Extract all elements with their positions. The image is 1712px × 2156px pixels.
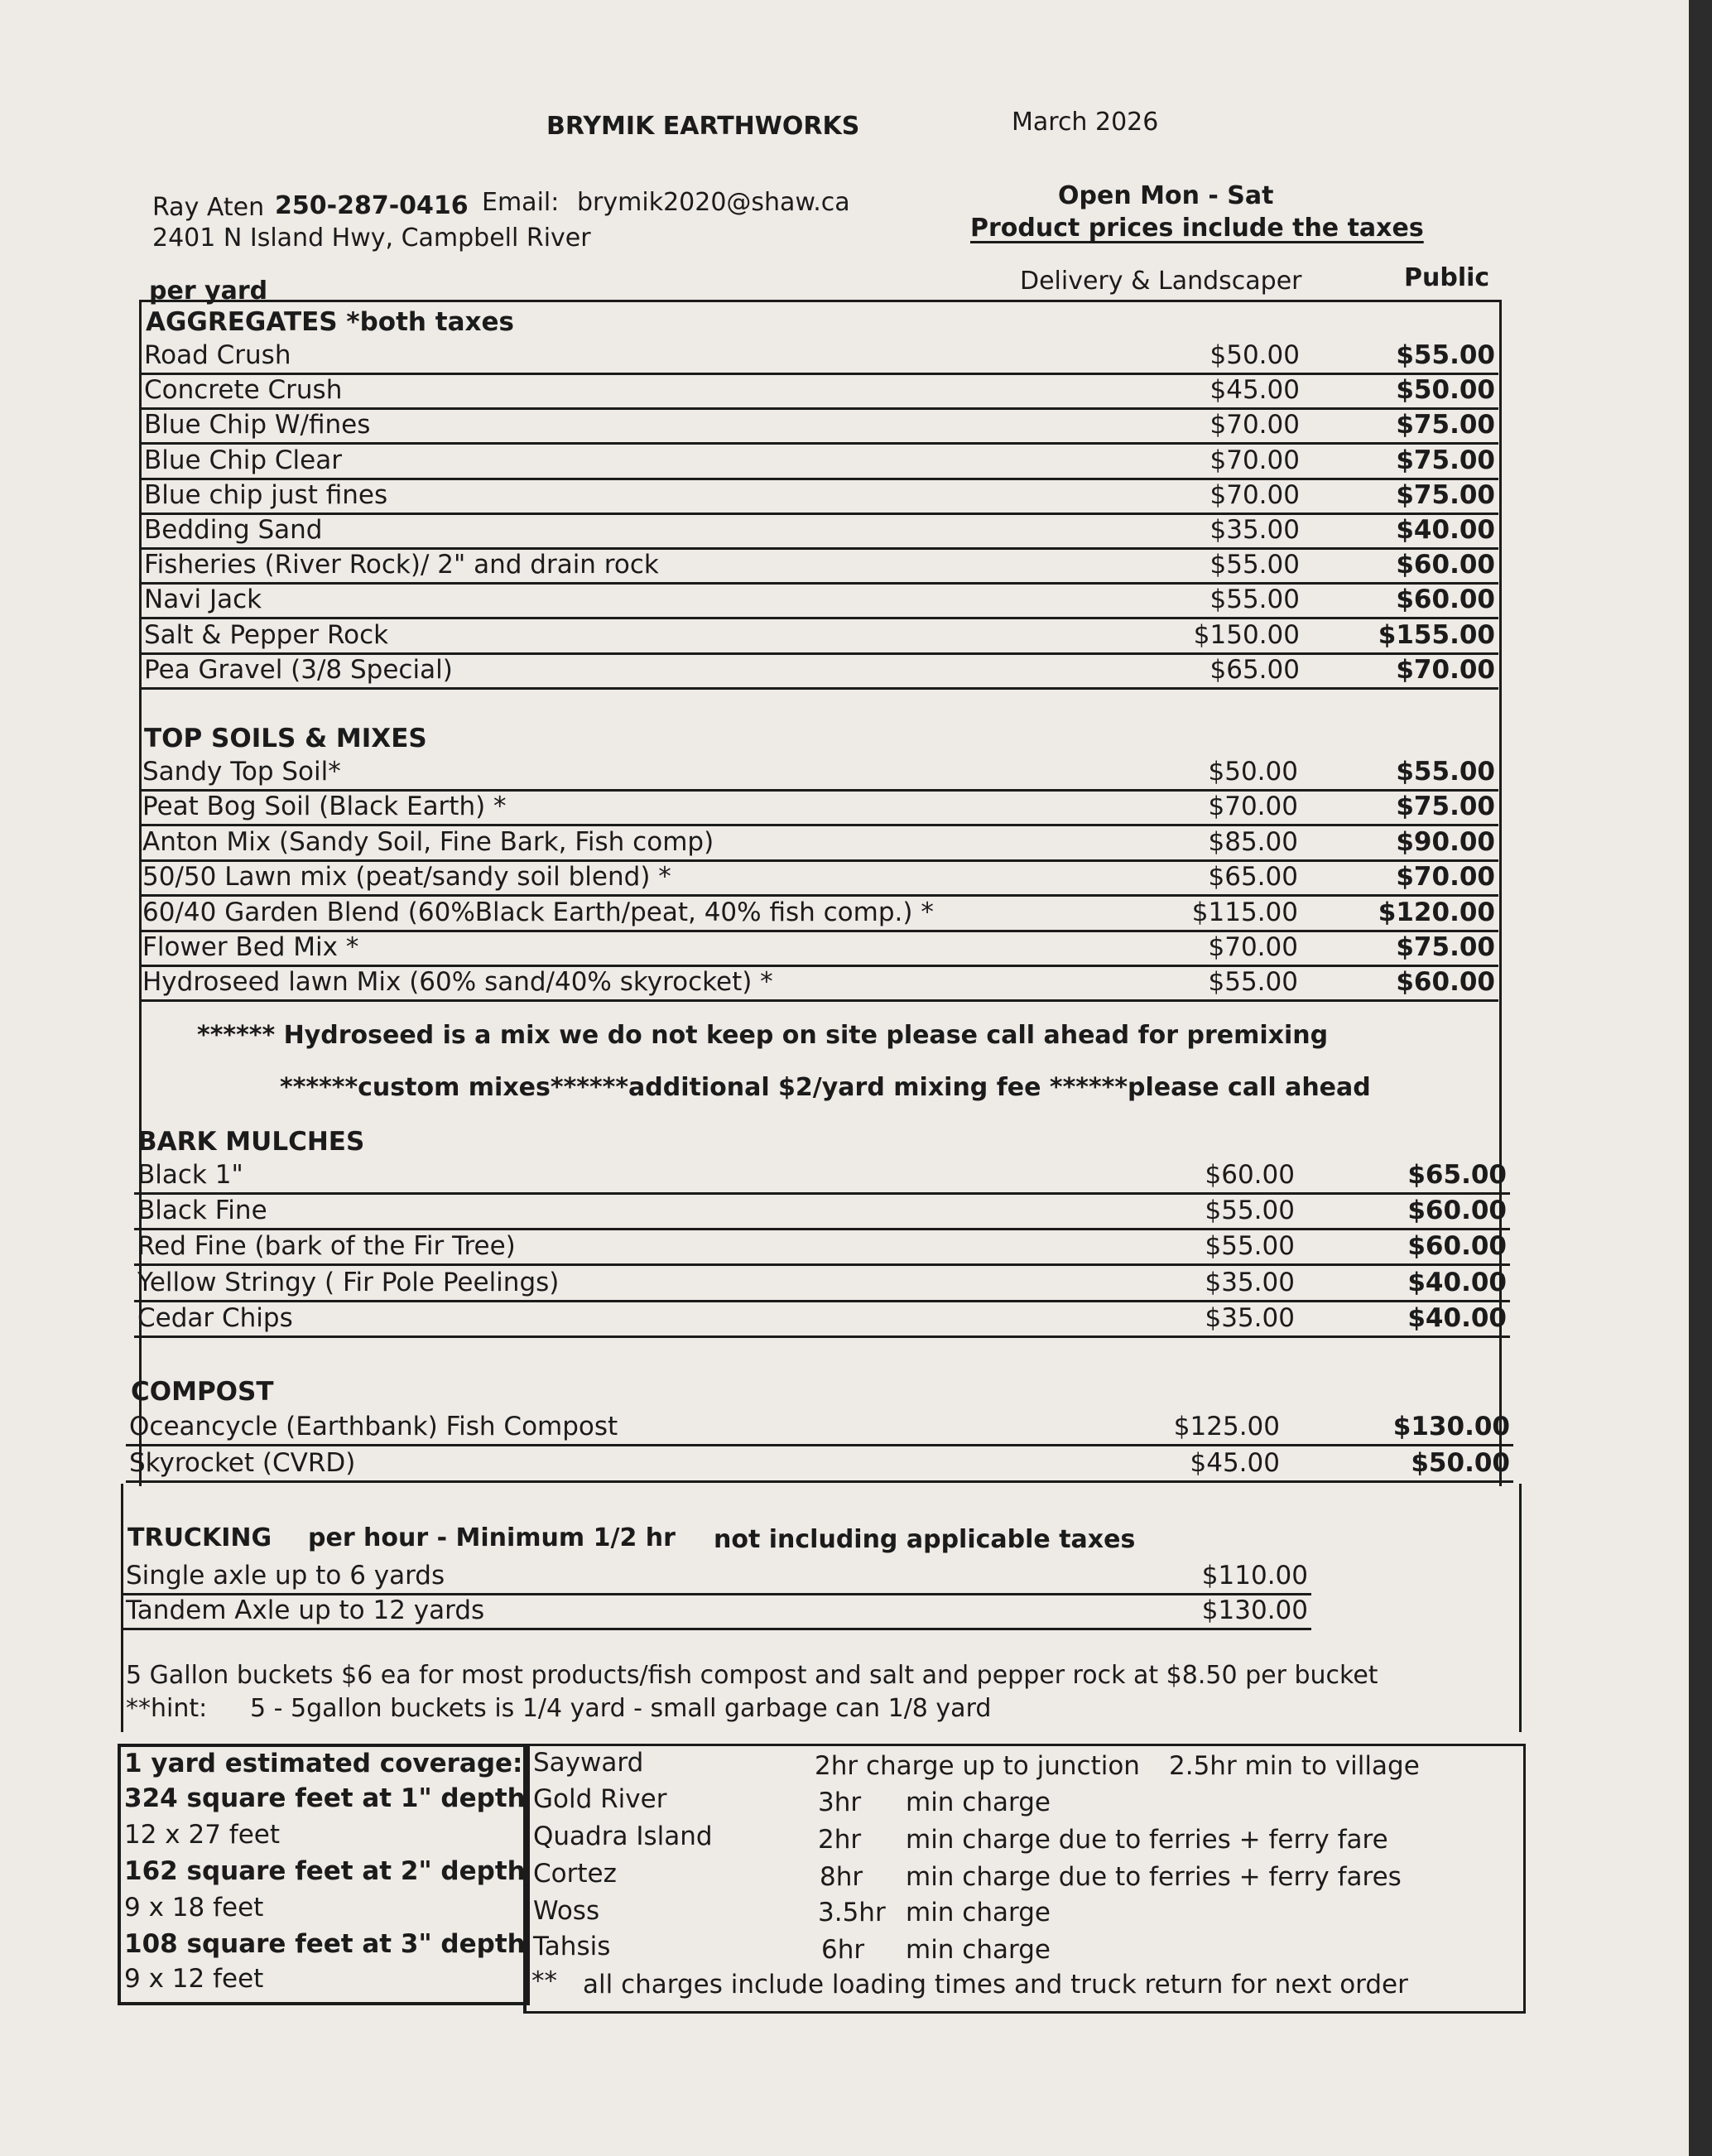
delivery-price: $35.00 [1205, 1302, 1295, 1333]
footer-mark: ** [531, 1966, 557, 1996]
destination-hours: 6hr [821, 1935, 865, 1965]
public-price: $40.00 [1407, 1302, 1507, 1333]
trucking-heading: TRUCKING [127, 1523, 272, 1552]
truck-rate: $110.00 [1201, 1561, 1308, 1591]
custom-mix-note: ******custom mixes******additional $2/yard mixing fee ******please call ahead [280, 1073, 1371, 1102]
price-row [139, 895, 1498, 932]
delivery-price: $45.00 [1190, 1448, 1280, 1478]
public-price: $120.00 [1378, 897, 1495, 927]
product-name: Hydroseed lawn Mix (60% sand/40% skyrocket) * [142, 967, 773, 998]
tax-note: Product prices include the taxes [970, 214, 1424, 243]
product-name: Cedar Chips [137, 1302, 293, 1333]
delivery-price: $50.00 [1208, 757, 1298, 787]
coverage-line: 9 x 18 feet [124, 1893, 264, 1923]
destination-note: min charge due to ferries + ferry fares [906, 1862, 1402, 1892]
public-price: $60.00 [1407, 1196, 1507, 1226]
destination-place: Woss [533, 1896, 600, 1926]
public-price: $60.00 [1396, 967, 1495, 998]
product-name: Bedding Sand [144, 515, 323, 545]
price-row [141, 618, 1498, 655]
coverage-line: 9 x 12 feet [124, 1964, 264, 1994]
public-price: $130.00 [1392, 1412, 1510, 1441]
delivery-price: $50.00 [1209, 340, 1300, 370]
product-name: Blue Chip Clear [144, 445, 342, 475]
destination-hours: 3.5hr [818, 1898, 886, 1927]
charges-footer-note: all charges include loading times and truck return for next order [583, 1970, 1408, 2000]
product-name: 60/40 Garden Blend (60%Black Earth/peat, 40% fish comp.) * [142, 897, 934, 927]
truck-type: Tandem Axle up to 12 yards [126, 1595, 485, 1625]
product-name: Peat Bog Soil (Black Earth) * [142, 792, 507, 822]
delivery-price: $115.00 [1191, 897, 1298, 927]
public-column-header: Public [1404, 263, 1490, 292]
public-price: $90.00 [1396, 826, 1495, 857]
delivery-price: $70.00 [1209, 479, 1300, 510]
product-name: Oceancycle (Earthbank) Fish Compost [129, 1412, 618, 1441]
price-row [134, 1265, 1510, 1302]
phone-number: 250-287-0416 [275, 191, 469, 220]
hint-label: **hint: [126, 1694, 208, 1723]
public-price: $75.00 [1396, 479, 1495, 510]
product-name: Flower Bed Mix * [142, 932, 359, 962]
destination-place: Gold River [533, 1784, 667, 1814]
public-price: $55.00 [1396, 340, 1495, 370]
delivery-price: $70.00 [1209, 445, 1300, 475]
product-name: Skyrocket (CVRD) [129, 1448, 356, 1478]
public-price: $50.00 [1411, 1448, 1510, 1478]
product-name: Blue Chip W/fines [144, 410, 371, 440]
topsoils-heading: TOP SOILS & MIXES [144, 724, 427, 753]
product-name: Sandy Top Soil* [142, 757, 341, 787]
delivery-price: $55.00 [1205, 1231, 1295, 1262]
destination-note: min charge [906, 1935, 1051, 1965]
compost-heading: COMPOST [131, 1377, 274, 1407]
public-price: $70.00 [1396, 862, 1495, 893]
public-price: $40.00 [1407, 1267, 1507, 1297]
trucking-tax-note: not including applicable taxes [714, 1525, 1136, 1554]
product-name: Black Fine [137, 1196, 267, 1226]
destination-note: min charge due to ferries + ferry fare [906, 1825, 1388, 1855]
public-price: $75.00 [1396, 932, 1495, 962]
delivery-price: $70.00 [1209, 410, 1300, 440]
delivery-price: $55.00 [1205, 1196, 1295, 1226]
delivery-price: $125.00 [1173, 1412, 1280, 1441]
bucket-pricing: 5 Gallon buckets $6 ea for most products/fish compost and salt and pepper rock at $8.50 per bucket [126, 1661, 1378, 1690]
public-price: $155.00 [1378, 619, 1495, 650]
delivery-price: $70.00 [1208, 932, 1298, 962]
price-row [141, 338, 1498, 375]
delivery-price: $65.00 [1209, 654, 1300, 685]
delivery-price: $55.00 [1208, 967, 1298, 998]
destination-hours: 3hr [818, 1788, 862, 1817]
trucking-row [123, 1593, 1311, 1630]
public-price: $75.00 [1396, 792, 1495, 822]
product-name: Salt & Pepper Rock [144, 619, 389, 650]
email-label: Email: [482, 188, 560, 217]
product-name: Navi Jack [144, 585, 262, 615]
price-row [141, 407, 1498, 445]
product-name: Red Fine (bark of the Fir Tree) [137, 1231, 516, 1262]
product-name: Concrete Crush [144, 375, 343, 406]
delivery-price: $150.00 [1193, 619, 1300, 650]
product-name: Fisheries (River Rock)/ 2" and drain rock [144, 550, 659, 580]
delivery-price: $55.00 [1209, 550, 1300, 580]
truck-type: Single axle up to 6 yards [126, 1561, 445, 1591]
price-row [141, 547, 1498, 585]
coverage-line: 12 x 27 feet [124, 1820, 281, 1850]
address: 2401 N Island Hwy, Campbell River [152, 224, 591, 253]
public-price: $60.00 [1396, 585, 1495, 615]
destination-place: Tahsis [533, 1932, 611, 1961]
public-price: $75.00 [1396, 410, 1495, 440]
trucking-row [123, 1558, 1311, 1595]
price-row [134, 1157, 1510, 1195]
destination-place: Cortez [533, 1859, 617, 1889]
public-price: $70.00 [1396, 654, 1495, 685]
price-row [141, 652, 1498, 690]
destination-note: min charge [906, 1898, 1051, 1927]
product-name: Black 1" [137, 1160, 243, 1190]
company-name: BRYMIK EARTHWORKS [546, 112, 860, 141]
price-row [126, 1409, 1513, 1446]
delivery-price: $85.00 [1208, 826, 1298, 857]
price-row [134, 1301, 1510, 1338]
product-name: Road Crush [144, 340, 291, 370]
public-price: $60.00 [1407, 1231, 1507, 1262]
public-price: $40.00 [1396, 515, 1495, 545]
price-row [139, 754, 1498, 792]
price-row [139, 965, 1498, 1002]
delivery-column-header: Delivery & Landscaper [1020, 267, 1302, 296]
delivery-price: $35.00 [1209, 515, 1300, 545]
price-row [141, 443, 1498, 480]
coverage-line: 162 square feet at 2" depth [124, 1856, 526, 1886]
delivery-price: $35.00 [1205, 1267, 1295, 1297]
price-row [139, 930, 1498, 967]
product-name: Anton Mix (Sandy Soil, Fine Bark, Fish comp) [142, 826, 714, 857]
bark-heading: BARK MULCHES [137, 1127, 365, 1157]
price-row [139, 825, 1498, 862]
price-row [126, 1446, 1513, 1483]
destination-note: 2.5hr min to village [1169, 1751, 1420, 1781]
destination-note: min charge [906, 1788, 1051, 1817]
price-row [141, 582, 1498, 619]
public-price: $60.00 [1396, 550, 1495, 580]
coverage-box [118, 1744, 530, 2005]
coverage-title: 1 yard estimated coverage: [124, 1749, 523, 1778]
price-row [139, 789, 1498, 826]
destination-hours: 2hr charge up to junction [815, 1751, 1140, 1781]
public-price: $75.00 [1396, 445, 1495, 475]
product-name: Yellow Stringy ( Fir Pole Peelings) [137, 1267, 560, 1297]
destination-hours: 2hr [818, 1825, 862, 1855]
coverage-line: 324 square feet at 1" depth [124, 1783, 526, 1813]
opening-hours: Open Mon - Sat [1058, 181, 1274, 210]
hint-text: 5 - 5gallon buckets is 1/4 yard - small garbage can 1/8 yard [250, 1694, 992, 1723]
product-name: Pea Gravel (3/8 Special) [144, 654, 453, 685]
sheet-date: March 2026 [1012, 108, 1159, 137]
delivery-price: $55.00 [1209, 585, 1300, 615]
price-row [134, 1193, 1510, 1230]
truck-rate: $130.00 [1201, 1595, 1308, 1625]
trucking-rate-note: per hour - Minimum 1/2 hr [308, 1523, 676, 1552]
delivery-price: $65.00 [1208, 862, 1298, 893]
contact-name: Ray Aten [152, 193, 265, 222]
product-name: 50/50 Lawn mix (peat/sandy soil blend) * [142, 862, 671, 893]
email-address: brymik2020@shaw.ca [577, 188, 850, 217]
price-row [141, 513, 1498, 550]
product-name: Blue chip just fines [144, 479, 388, 510]
delivery-price: $70.00 [1208, 792, 1298, 822]
coverage-line: 108 square feet at 3" depth [124, 1929, 526, 1959]
price-row [139, 859, 1498, 897]
price-row [134, 1229, 1510, 1266]
destination-place: Quadra Island [533, 1822, 713, 1851]
per-yard-label: per yard [149, 277, 268, 306]
aggregates-heading: AGGREGATES *both taxes [146, 307, 514, 337]
public-price: $50.00 [1396, 375, 1495, 406]
public-price: $55.00 [1396, 757, 1495, 787]
hydroseed-note: ****** Hydroseed is a mix we do not keep on site please call ahead for premixing [197, 1021, 1329, 1050]
price-row [141, 478, 1498, 515]
destination-hours: 8hr [820, 1862, 863, 1892]
public-price: $65.00 [1407, 1160, 1507, 1190]
delivery-price: $60.00 [1205, 1160, 1295, 1190]
destination-place: Sayward [533, 1748, 644, 1778]
price-row [141, 373, 1498, 410]
delivery-price: $45.00 [1209, 375, 1300, 406]
destination-charges-box [523, 1744, 1526, 2014]
